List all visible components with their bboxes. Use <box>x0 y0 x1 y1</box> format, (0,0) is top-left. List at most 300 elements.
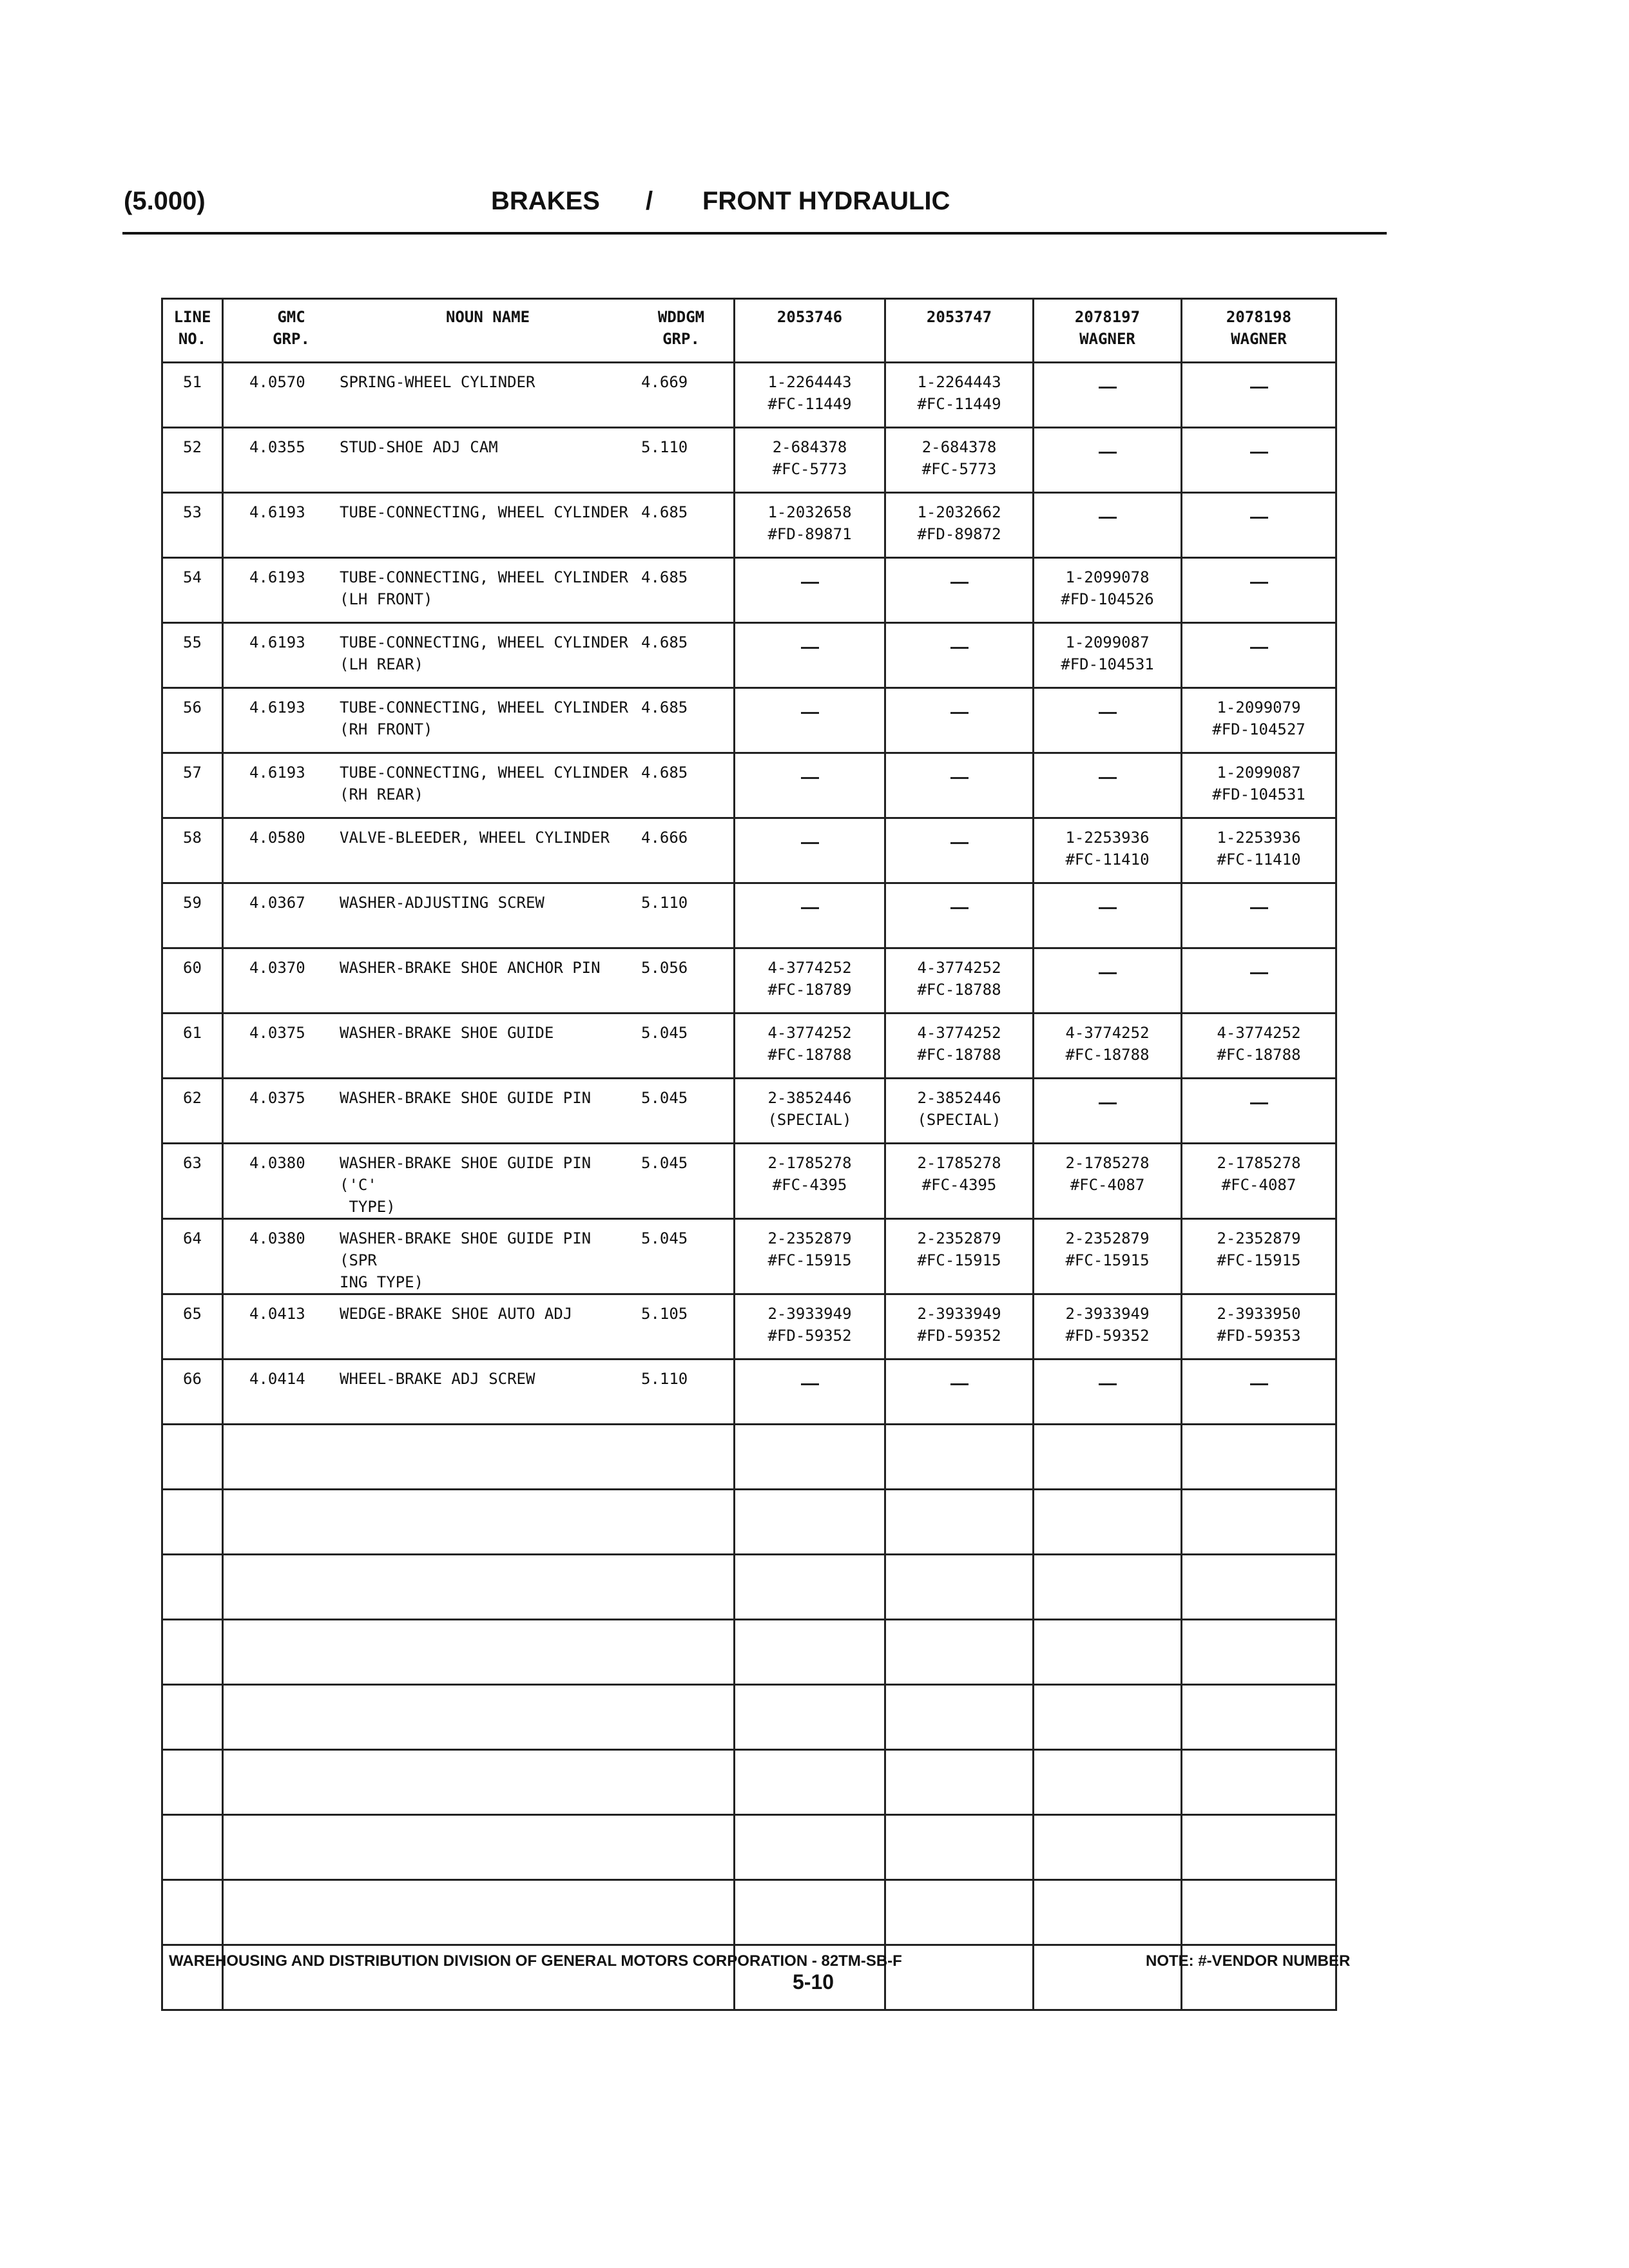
blank-cell <box>223 1750 735 1815</box>
noun-name: WHEEL-BRAKE ADJ SCREW <box>340 1370 535 1388</box>
line-number: 51 <box>162 363 223 428</box>
table-row <box>162 623 1336 688</box>
gmc-group: 4.0580 <box>249 829 305 847</box>
dash-mark <box>801 582 819 584</box>
section-number: (5.000) <box>124 187 206 215</box>
footer-left: WAREHOUSING AND DISTRIBUTION DIVISION OF GENERAL MOTORS CORPORATION - 82TM-SB-F <box>169 1952 902 1970</box>
dash-mark <box>950 647 969 649</box>
wddgm-group: 5.045 <box>641 1024 688 1042</box>
group-cell <box>223 428 735 493</box>
group-cell <box>223 623 735 688</box>
cell-2053746 <box>735 948 885 1014</box>
cell-2078198 <box>1182 1360 1336 1425</box>
dash-mark <box>1250 1383 1268 1385</box>
cell-2053746 <box>735 1079 885 1144</box>
footer-note: NOTE: #-VENDOR NUMBER <box>1146 1952 1351 1970</box>
part-number: 2-3933949 #FD-59352 <box>767 1305 852 1345</box>
wddgm-group: 5.110 <box>641 894 688 912</box>
cell-2053747 <box>885 753 1034 818</box>
blank-row <box>162 1880 1336 1945</box>
blank-cell <box>885 1945 1034 2010</box>
part-number: 4-3774252 #FC-18788 <box>917 959 1001 999</box>
cell-2053747 <box>885 883 1034 948</box>
cell-2078198 <box>1182 1144 1336 1219</box>
gmc-group: 4.6193 <box>249 503 305 521</box>
gmc-group: 4.0380 <box>249 1154 305 1172</box>
blank-row <box>162 1685 1336 1750</box>
dash-mark <box>1250 452 1268 454</box>
blank-cell <box>735 1555 885 1620</box>
cell-2053747 <box>885 363 1034 428</box>
line-number: 60 <box>162 948 223 1014</box>
gmc-group: 4.0414 <box>249 1370 305 1388</box>
group-cell <box>223 1144 735 1219</box>
part-number: 2-1785278 #FC-4087 <box>1217 1154 1301 1194</box>
wddgm-group: 5.045 <box>641 1229 688 1247</box>
blank-cell <box>1182 1490 1336 1555</box>
parts-table <box>161 298 1337 2011</box>
noun-name: TUBE-CONNECTING, WHEEL CYLINDER (RH REAR) <box>340 764 628 803</box>
cell-2078198 <box>1182 428 1336 493</box>
dash-mark <box>950 582 969 584</box>
dash-mark <box>801 842 819 844</box>
table-row <box>162 818 1336 883</box>
col-line: LINE NO. <box>162 299 223 363</box>
wddgm-group: 4.685 <box>641 764 688 782</box>
table-row <box>162 1014 1336 1079</box>
title-slash: / <box>646 187 653 215</box>
table-row <box>162 1144 1336 1219</box>
cell-2053746 <box>735 1144 885 1219</box>
cell-2078197 <box>1034 428 1182 493</box>
dash-mark <box>950 777 969 779</box>
blank-cell <box>1182 1880 1336 1945</box>
cell-2053746 <box>735 493 885 558</box>
cell-2053746 <box>735 623 885 688</box>
blank-cell <box>1182 1815 1336 1880</box>
cell-2053746 <box>735 428 885 493</box>
group-cell <box>223 1014 735 1079</box>
cell-2053747 <box>885 623 1034 688</box>
gmc-group: 4.0375 <box>249 1024 305 1042</box>
cell-2053747 <box>885 1014 1034 1079</box>
blank-cell <box>162 1490 223 1555</box>
dash-mark <box>801 907 819 909</box>
blank-cell <box>223 1555 735 1620</box>
dash-mark <box>1099 777 1117 779</box>
group-cell <box>223 688 735 753</box>
col-2078198: 2078198 WAGNER <box>1182 299 1336 363</box>
blank-cell <box>885 1750 1034 1815</box>
line-number: 58 <box>162 818 223 883</box>
cell-2078198 <box>1182 558 1336 623</box>
cell-2078197 <box>1034 818 1182 883</box>
part-number: 4-3774252 #FC-18788 <box>1065 1024 1150 1064</box>
wddgm-group: 4.669 <box>641 373 688 391</box>
blank-cell <box>223 1685 735 1750</box>
noun-name: WASHER-BRAKE SHOE GUIDE PIN <box>340 1089 592 1107</box>
dash-mark <box>1250 907 1268 909</box>
part-number: 1-2264443 #FC-11449 <box>767 373 852 413</box>
cell-2053746 <box>735 1294 885 1360</box>
cell-2078198 <box>1182 1294 1336 1360</box>
noun-name: SPRING-WHEEL CYLINDER <box>340 373 535 391</box>
group-cell <box>223 753 735 818</box>
line-number: 56 <box>162 688 223 753</box>
table-row <box>162 428 1336 493</box>
cell-2078198 <box>1182 688 1336 753</box>
blank-cell <box>162 1750 223 1815</box>
part-number: 2-3933949 #FD-59352 <box>917 1305 1001 1345</box>
part-number: 2-3852446 (SPECIAL) <box>917 1089 1001 1129</box>
part-number: 2-2352879 #FC-15915 <box>767 1229 852 1269</box>
noun-name: WASHER-BRAKE SHOE GUIDE <box>340 1024 554 1042</box>
cell-2053747 <box>885 818 1034 883</box>
gmc-group: 4.0355 <box>249 438 305 456</box>
part-number: 1-2099087 #FD-104531 <box>1212 764 1306 803</box>
noun-name: VALVE-BLEEDER, WHEEL CYLINDER <box>340 829 610 847</box>
group-cell <box>223 1360 735 1425</box>
part-number: 4-3774252 #FC-18789 <box>767 959 852 999</box>
noun-name: WEDGE-BRAKE SHOE AUTO ADJ <box>340 1305 573 1323</box>
wddgm-group: 4.685 <box>641 503 688 521</box>
cell-2078198 <box>1182 1079 1336 1144</box>
part-number: 4-3774252 #FC-18788 <box>1217 1024 1301 1064</box>
blank-cell <box>1034 1880 1182 1945</box>
noun-name: WASHER-BRAKE SHOE GUIDE PIN ('C' TYPE) <box>340 1154 592 1216</box>
noun-name: TUBE-CONNECTING, WHEEL CYLINDER <box>340 503 628 521</box>
group-cell <box>223 493 735 558</box>
gmc-group: 4.0370 <box>249 959 305 977</box>
cell-2078197 <box>1034 1294 1182 1360</box>
blank-cell <box>735 1490 885 1555</box>
dash-mark <box>1099 1102 1117 1104</box>
blank-cell <box>885 1620 1034 1685</box>
col-2078197: 2078197 WAGNER <box>1034 299 1182 363</box>
wddgm-group: 5.110 <box>641 438 688 456</box>
cell-2053746 <box>735 1360 885 1425</box>
cell-2078198 <box>1182 948 1336 1014</box>
group-cell <box>223 883 735 948</box>
blank-cell <box>735 1620 885 1685</box>
wddgm-group: 5.056 <box>641 959 688 977</box>
cell-2053747 <box>885 1294 1034 1360</box>
cell-2078197 <box>1034 1079 1182 1144</box>
cell-2053747 <box>885 1144 1034 1219</box>
dash-mark <box>950 1383 969 1385</box>
wddgm-group: 5.105 <box>641 1305 688 1323</box>
page-header <box>124 187 1387 228</box>
blank-cell <box>1034 1555 1182 1620</box>
group-cell <box>223 1294 735 1360</box>
gmc-group: 4.0367 <box>249 894 305 912</box>
part-number: 2-1785278 #FC-4395 <box>767 1154 852 1194</box>
noun-name: TUBE-CONNECTING, WHEEL CYLINDER (RH FRONT) <box>340 698 628 738</box>
gmc-group: 4.6193 <box>249 633 305 651</box>
blank-cell <box>885 1685 1034 1750</box>
dash-mark <box>1099 1383 1117 1385</box>
blank-cell <box>1182 1685 1336 1750</box>
table-body <box>162 363 1336 2010</box>
blank-cell <box>1034 1815 1182 1880</box>
part-number: 1-2253936 #FC-11410 <box>1065 829 1150 869</box>
cell-2078197 <box>1034 883 1182 948</box>
blank-row <box>162 1750 1336 1815</box>
blank-cell <box>223 1490 735 1555</box>
blank-row <box>162 1425 1336 1490</box>
table-row <box>162 363 1336 428</box>
wddgm-group: 4.685 <box>641 633 688 651</box>
noun-name: WASHER-BRAKE SHOE ANCHOR PIN <box>340 959 601 977</box>
cell-2078197 <box>1034 688 1182 753</box>
blank-cell <box>1034 1685 1182 1750</box>
cell-2053747 <box>885 493 1034 558</box>
wddgm-group: 4.666 <box>641 829 688 847</box>
cell-2053747 <box>885 558 1034 623</box>
noun-name: WASHER-ADJUSTING SCREW <box>340 894 545 912</box>
dash-mark <box>950 712 969 714</box>
cell-2078198 <box>1182 493 1336 558</box>
table-row <box>162 493 1336 558</box>
dash-mark <box>950 907 969 909</box>
part-number: 2-3933950 #FD-59353 <box>1217 1305 1301 1345</box>
wddgm-group: 4.685 <box>641 698 688 716</box>
group-cell <box>223 1079 735 1144</box>
table-row <box>162 753 1336 818</box>
cell-2078197 <box>1034 363 1182 428</box>
cell-2078197 <box>1034 623 1182 688</box>
table-row <box>162 558 1336 623</box>
cell-2053747 <box>885 1360 1034 1425</box>
cell-2078198 <box>1182 883 1336 948</box>
line-number: 63 <box>162 1144 223 1219</box>
dash-mark <box>1099 907 1117 909</box>
blank-cell <box>1034 1750 1182 1815</box>
gmc-group: 4.0380 <box>249 1229 305 1247</box>
cell-2078198 <box>1182 1014 1336 1079</box>
line-number: 54 <box>162 558 223 623</box>
col-2053747: 2053747 <box>885 299 1034 363</box>
blank-cell <box>1182 1425 1336 1490</box>
blank-cell <box>162 1425 223 1490</box>
dash-mark <box>1099 387 1117 389</box>
blank-cell <box>1182 1620 1336 1685</box>
cell-2078198 <box>1182 818 1336 883</box>
gmc-group: 4.6193 <box>249 698 305 716</box>
dash-mark <box>950 842 969 844</box>
gmc-group: 4.0413 <box>249 1305 305 1323</box>
part-number: 2-3933949 #FD-59352 <box>1065 1305 1150 1345</box>
part-number: 4-3774252 #FC-18788 <box>767 1024 852 1064</box>
part-number: 2-684378 #FC-5773 <box>772 438 847 478</box>
dash-mark <box>801 777 819 779</box>
title-right: FRONT HYDRAULIC <box>702 187 950 215</box>
col-noun: NOUN NAME <box>445 308 530 326</box>
part-number: 2-2352879 #FC-15915 <box>1065 1229 1150 1269</box>
gmc-group: 4.6193 <box>249 568 305 586</box>
cell-2078197 <box>1034 753 1182 818</box>
cell-2053747 <box>885 1079 1034 1144</box>
blank-row <box>162 1815 1336 1880</box>
blank-cell <box>1034 1425 1182 1490</box>
cell-2078197 <box>1034 493 1182 558</box>
col-group <box>223 299 735 363</box>
cell-2053746 <box>735 363 885 428</box>
cell-2078197 <box>1034 1144 1182 1219</box>
noun-name: WASHER-BRAKE SHOE GUIDE PIN (SPR ING TYPE) <box>340 1229 592 1291</box>
cell-2053746 <box>735 883 885 948</box>
gmc-group: 4.0570 <box>249 373 305 391</box>
wddgm-group: 5.045 <box>641 1154 688 1172</box>
part-number: 2-1785278 #FC-4395 <box>917 1154 1001 1194</box>
blank-row <box>162 1555 1336 1620</box>
noun-name: STUD-SHOE ADJ CAM <box>340 438 498 456</box>
cell-2053746 <box>735 1014 885 1079</box>
cell-2078197 <box>1034 1360 1182 1425</box>
group-cell <box>223 818 735 883</box>
part-number: 2-1785278 #FC-4087 <box>1065 1154 1150 1194</box>
blank-cell <box>1182 1555 1336 1620</box>
wddgm-group: 5.110 <box>641 1370 688 1388</box>
group-cell <box>223 558 735 623</box>
blank-cell <box>1034 1620 1182 1685</box>
dash-mark <box>801 1383 819 1385</box>
dash-mark <box>1250 647 1268 649</box>
part-number: 2-684378 #FC-5773 <box>921 438 997 478</box>
col-wddgm: WDDGM GRP. <box>657 308 705 348</box>
part-number: 2-2352879 #FC-15915 <box>1217 1229 1301 1269</box>
part-number: 1-2099079 #FD-104527 <box>1212 698 1306 738</box>
table-header-row <box>162 299 1336 363</box>
blank-cell <box>162 1880 223 1945</box>
col-2053746: 2053746 <box>735 299 885 363</box>
blank-cell <box>162 1555 223 1620</box>
blank-cell <box>735 1880 885 1945</box>
cell-2053747 <box>885 688 1034 753</box>
cell-2053746 <box>735 818 885 883</box>
blank-cell <box>735 1425 885 1490</box>
blank-cell <box>735 1685 885 1750</box>
dash-mark <box>801 647 819 649</box>
cell-2053746 <box>735 753 885 818</box>
group-cell <box>223 363 735 428</box>
blank-cell <box>223 1815 735 1880</box>
dash-mark <box>1099 972 1117 974</box>
table-row <box>162 1294 1336 1360</box>
blank-cell <box>162 1815 223 1880</box>
cell-2078198 <box>1182 363 1336 428</box>
table-row <box>162 688 1336 753</box>
line-number: 53 <box>162 493 223 558</box>
blank-row <box>162 1490 1336 1555</box>
part-number: 2-2352879 #FC-15915 <box>917 1229 1001 1269</box>
wddgm-group: 5.045 <box>641 1089 688 1107</box>
cell-2053747 <box>885 428 1034 493</box>
blank-cell <box>1034 1490 1182 1555</box>
cell-2078198 <box>1182 623 1336 688</box>
cell-2078197 <box>1034 558 1182 623</box>
line-number: 57 <box>162 753 223 818</box>
table-row <box>162 1079 1336 1144</box>
cell-2053746 <box>735 558 885 623</box>
group-cell <box>223 1219 735 1294</box>
noun-name: TUBE-CONNECTING, WHEEL CYLINDER (LH FRONT) <box>340 568 628 608</box>
page-number: 5-10 <box>793 1970 834 1994</box>
blank-cell <box>885 1880 1034 1945</box>
line-number: 66 <box>162 1360 223 1425</box>
dash-mark <box>1099 712 1117 714</box>
dash-mark <box>1250 582 1268 584</box>
dash-mark <box>1250 1102 1268 1104</box>
part-number: 4-3774252 #FC-18788 <box>917 1024 1001 1064</box>
cell-2078198 <box>1182 753 1336 818</box>
noun-name: TUBE-CONNECTING, WHEEL CYLINDER (LH REAR) <box>340 633 628 673</box>
line-number: 59 <box>162 883 223 948</box>
blank-cell <box>885 1425 1034 1490</box>
blank-row <box>162 1620 1336 1685</box>
blank-cell <box>735 1750 885 1815</box>
gmc-group: 4.0375 <box>249 1089 305 1107</box>
line-number: 61 <box>162 1014 223 1079</box>
blank-cell <box>885 1555 1034 1620</box>
wddgm-group: 4.685 <box>641 568 688 586</box>
part-number: 1-2032662 #FD-89872 <box>917 503 1001 543</box>
part-number: 1-2099087 #FD-104531 <box>1061 633 1154 673</box>
dash-mark <box>801 712 819 714</box>
table-row <box>162 1360 1336 1425</box>
dash-mark <box>1250 972 1268 974</box>
part-number: 1-2032658 #FD-89871 <box>767 503 852 543</box>
dash-mark <box>1250 517 1268 519</box>
blank-cell <box>1182 1750 1336 1815</box>
table-row <box>162 1219 1336 1294</box>
part-number: 1-2253936 #FC-11410 <box>1217 829 1301 869</box>
dash-mark <box>1250 387 1268 389</box>
cell-2078198 <box>1182 1219 1336 1294</box>
blank-cell <box>885 1815 1034 1880</box>
part-number: 1-2264443 #FC-11449 <box>917 373 1001 413</box>
gmc-group: 4.6193 <box>249 764 305 782</box>
col-gmc: GMC GRP. <box>273 308 310 348</box>
part-number: 2-3852446 (SPECIAL) <box>767 1089 852 1129</box>
line-number: 55 <box>162 623 223 688</box>
cell-2078197 <box>1034 1219 1182 1294</box>
line-number: 64 <box>162 1219 223 1294</box>
cell-2078197 <box>1034 1014 1182 1079</box>
cell-2078197 <box>1034 948 1182 1014</box>
blank-cell <box>885 1490 1034 1555</box>
title-left: BRAKES <box>491 187 600 215</box>
table-row <box>162 948 1336 1014</box>
table-row <box>162 883 1336 948</box>
blank-cell <box>223 1880 735 1945</box>
header-rule <box>122 232 1387 235</box>
blank-cell <box>223 1620 735 1685</box>
blank-cell <box>735 1815 885 1880</box>
blank-cell <box>162 1685 223 1750</box>
group-cell <box>223 948 735 1014</box>
cell-2053747 <box>885 948 1034 1014</box>
cell-2053746 <box>735 1219 885 1294</box>
blank-cell <box>162 1620 223 1685</box>
dash-mark <box>1099 452 1117 454</box>
part-number: 1-2099078 #FD-104526 <box>1061 568 1154 608</box>
dash-mark <box>1099 517 1117 519</box>
line-number: 65 <box>162 1294 223 1360</box>
line-number: 62 <box>162 1079 223 1144</box>
blank-cell <box>223 1425 735 1490</box>
cell-2053746 <box>735 688 885 753</box>
